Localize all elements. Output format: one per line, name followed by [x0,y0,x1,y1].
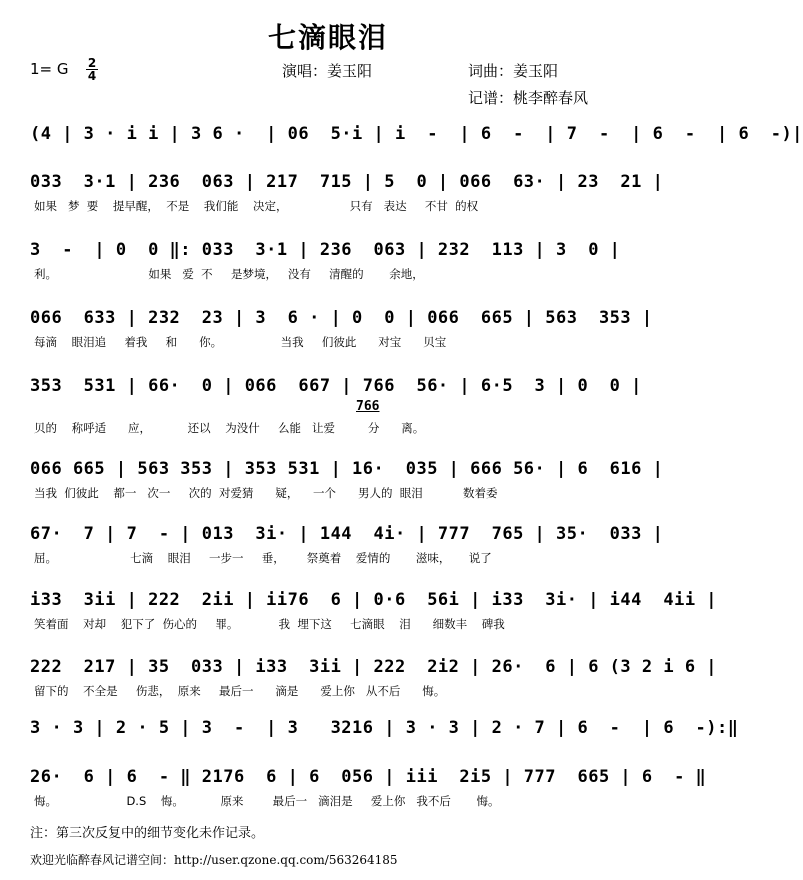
lyrics: 悔。 D.S 悔。 原来 最后一 滴泪是 爱上你 我不后 悔。 [34,794,500,808]
notes: 26· 6 | 6 - ‖ 2176 6 | 6 056 | iii 2i5 | 777 665 | 6 - ‖ [30,767,707,787]
song-title: 七滴眼泪 [267,21,388,54]
lyrics: 如果 梦 要 提早醒， 不是 我们能 决定， 只有 表达 不甘 的权 [34,199,479,213]
lyrics: 屈。 七滴 眼泪 一步一 垂， 祭奠着 爱情的 滋味， 说了 [34,551,492,565]
lyricist-composer-credit: 词曲：姜玉阳 [468,62,559,80]
notes: 066 665 | 563 353 | 353 531 | 16· 035 | 666 56· | 6 616 | [30,459,664,479]
notes: 3 - | 0 0 ‖: 033 3·1 | 236 063 | 232 113 | 3 0 | [30,240,621,260]
time-signature-top: 2 [87,56,97,70]
alternate-notes: 766 [356,399,380,414]
footnote: 注：第三次反复中的细节变化未作记录。 [30,826,265,841]
notes: 353 531 | 66· 0 | 066 667 | 766 56· | 6·5 3 | 0 0 | [30,376,642,396]
notes: i33 3ii | 222 2ii | ii76 6 | 0·6 56i | i33 3i· | i44 4ii | [30,590,718,610]
notes: 066 633 | 232 23 | 3 6 · | 0 0 | 066 665 | 563 353 | [30,308,653,328]
lyrics: 留下的 不全是 伤悲， 原来 最后一 滴是 爱上你 从不后 悔。 [34,684,446,698]
lyrics: 贝的 称呼适 应， 还以 为没什 么能 让爱 分 离。 [34,421,425,435]
time-signature-bottom: 4 [87,69,97,83]
time-signature [86,57,98,82]
notes: 67· 7 | 7 - | 013 3i· | 144 4i· | 777 765 | 35· 033 | [30,524,664,544]
key-signature: 1= G [30,60,69,78]
notes: (4 | 3 · i i | 3 6 · | 06 5·i | i - | 6 - | 7 - | 6 - | 6 -)| [30,124,803,144]
lyrics: 当我 们彼此 都一 次一 次的 对爱猜 疑， 一个 男人的 眼泪 数着委 [34,486,498,500]
footer-credit: 欢迎光临醉春风记谱空间：http://user.qzone.qq.com/563264185 [30,853,398,867]
lyrics: 利。 如果 爱 不 是梦境， 没有 清醒的 余地， [34,267,424,281]
transcriber-credit: 记谱：桃李醉春风 [468,89,589,107]
notes: 033 3·1 | 236 063 | 217 715 | 5 0 | 066 63· | 23 21 | [30,172,664,192]
lyrics: 每滴 眼泪追 着我 和 你。 当我 们彼此 对宝 贝宝 [34,335,447,349]
notes: 3 · 3 | 2 · 5 | 3 - | 3 3216 | 3 · 3 | 2 · 7 | 6 - | 6 -):‖ [30,718,739,738]
lyrics: 笑着面 对却 犯下了 伤心的 罪。 我 埋下这 七滴眼 泪 细数丰 碑我 [34,617,505,631]
singer-credit: 演唱：姜玉阳 [282,62,373,80]
notes: 222 217 | 35 033 | i33 3ii | 222 2i2 | 26· 6 | 6 (3 2 i 6 | [30,657,718,677]
